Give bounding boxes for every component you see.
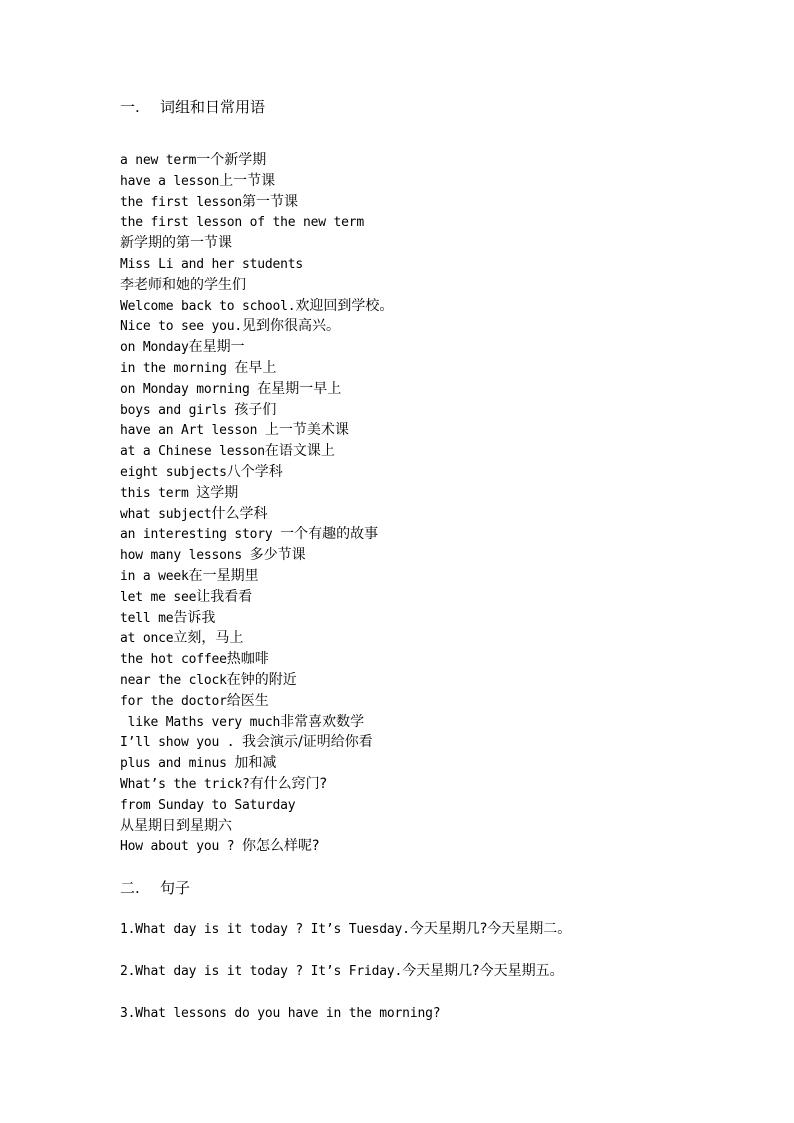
phrase-line [120,150,740,171]
phrase-english: on Monday morning [120,381,258,397]
phrase-chinese: 这学期 [196,484,239,501]
phrase-english: like Maths very much [120,714,281,730]
section-number: 二. [120,879,140,898]
phrase-chinese: 立刻，马上 [173,630,244,647]
phrase-english: at a Chinese lesson [120,444,265,460]
sentence-english: 1.What day is it today ? It’s Tuesday. [120,922,410,938]
phrase-chinese: 孩子们 [234,401,277,418]
phrase-chinese: 给医生 [226,692,269,709]
section-heading-phrases [120,96,740,118]
sentence-line [120,919,740,940]
phrase-line [120,524,740,545]
phrase-chinese: 一个新学期 [196,152,267,168]
phrase-line [120,233,740,254]
phrase-english: an interesting story [120,527,281,543]
spacer [120,857,740,877]
phrase-line [120,649,740,670]
phrase-line [120,192,740,213]
phrase-line [120,712,740,733]
spacer [120,118,740,150]
phrase-english: the first lesson of the new term [120,215,365,231]
phrase-english: how many lessons [120,548,250,564]
phrase-english: Nice to see you. [120,319,243,335]
phrase-chinese: 在语文课上 [264,443,335,460]
section-number: 一. [120,98,140,116]
spacer [120,982,740,1003]
phrase-english: near the clock [120,672,227,688]
phrase-chinese: 新学期的第一节课 [120,235,232,252]
phrase-chinese: 多少节课 [249,547,306,564]
phrase-english: what subject [120,506,212,522]
phrase-english: a new term [120,153,197,168]
phrase-line [120,795,740,816]
phrase-english: in the morning [120,360,235,376]
phrase-english: the hot coffee [120,652,227,668]
phrase-line [120,774,740,795]
phrase-line [120,212,740,233]
phrase-line [120,608,740,629]
phrase-list [120,150,740,857]
sentence-english: 3.What lessons do you have in the morning? [120,1006,441,1022]
phrase-chinese: 从星期日到星期六 [120,817,232,834]
phrase-line [120,670,740,691]
phrase-line [120,504,740,525]
phrase-line [120,420,740,441]
phrase-line [120,316,740,337]
phrase-line [120,337,740,358]
phrase-line [120,462,740,483]
phrase-chinese: 让我看看 [196,588,253,605]
phrase-chinese: 我会演示/证明给你看 [242,734,373,751]
phrase-english: How about you ? [120,839,243,855]
phrase-english: from Sunday to Saturday [120,797,296,813]
phrase-line [120,566,740,587]
phrase-english: in a week [120,568,189,584]
phrase-chinese: 上一节美术课 [264,422,349,439]
phrase-line [120,732,740,753]
phrase-english: Miss Li and her students [120,256,304,272]
phrase-chinese: 你怎么样呢? [242,838,320,855]
phrase-english: boys and girls [120,402,235,418]
phrase-line [120,254,740,275]
sentence-line [120,1003,740,1024]
phrase-chinese: 什么学科 [211,505,268,522]
phrase-chinese: 告诉我 [173,609,216,626]
phrase-chinese: 李老师和她的学生们 [120,276,246,293]
phrase-line [120,691,740,712]
section-title: 词组和日常用语 [160,98,266,116]
phrase-chinese: 非常喜欢数学 [280,713,365,730]
sentence-chinese: 今天星期几?今天星期二。 [409,921,572,938]
document-content [120,96,740,1024]
phrase-line [120,545,740,566]
phrase-chinese: 在星期一 [188,339,245,356]
section-heading-sentences [120,877,740,899]
phrase-english: What’s the trick? [120,776,250,792]
section-title: 句子 [160,879,191,898]
phrase-chinese: 见到你很高兴。 [242,318,341,335]
phrase-english: at once [120,631,174,647]
phrase-line [120,441,740,462]
phrase-chinese: 八个学科 [226,463,283,480]
phrase-english: have a lesson [120,173,220,189]
phrase-english: tell me [120,610,174,626]
phrase-chinese: 欢迎回到学校。 [295,297,394,314]
spacer [120,899,740,919]
phrase-english: on Monday [120,340,189,356]
phrase-line [120,483,740,504]
phrase-english: I’ll show you . [120,735,243,751]
sentence-list [120,919,740,1024]
phrase-line [120,275,740,296]
phrase-line [120,171,740,192]
phrase-chinese: 在早上 [234,359,277,376]
phrase-chinese: 上一节课 [219,172,276,189]
phrase-english: have an Art lesson [120,423,265,439]
sentence-chinese: 今天星期几?今天星期五。 [402,963,564,980]
phrase-line [120,379,740,400]
phrase-chinese: 在一星期里 [188,567,259,584]
phrase-english: Welcome back to school. [120,298,296,314]
sentence-line [120,961,740,982]
phrase-line [120,400,740,421]
phrase-english: eight subjects [120,464,227,480]
phrase-english: let me see [120,589,197,605]
phrase-chinese: 有什么窍门? [249,775,328,792]
phrase-chinese: 第一节课 [242,193,299,210]
phrase-line [120,358,740,379]
phrase-line [120,296,740,317]
phrase-chinese: 在钟的附近 [226,671,297,688]
phrase-chinese: 加和减 [234,755,277,772]
phrase-english: the first lesson [120,194,243,210]
phrase-chinese: 热咖啡 [226,651,269,668]
phrase-english: plus and minus [120,756,235,772]
sentence-english: 2.What day is it today ? It’s Friday. [120,964,403,980]
phrase-line [120,816,740,837]
phrase-english: this term [120,485,197,501]
phrase-chinese: 一个有趣的故事 [280,526,379,543]
phrase-line [120,836,740,857]
phrase-chinese: 在星期一早上 [257,380,342,397]
phrase-line [120,628,740,649]
spacer [120,940,740,961]
phrase-english: for the doctor [120,693,227,709]
phrase-line [120,587,740,608]
phrase-line [120,753,740,774]
